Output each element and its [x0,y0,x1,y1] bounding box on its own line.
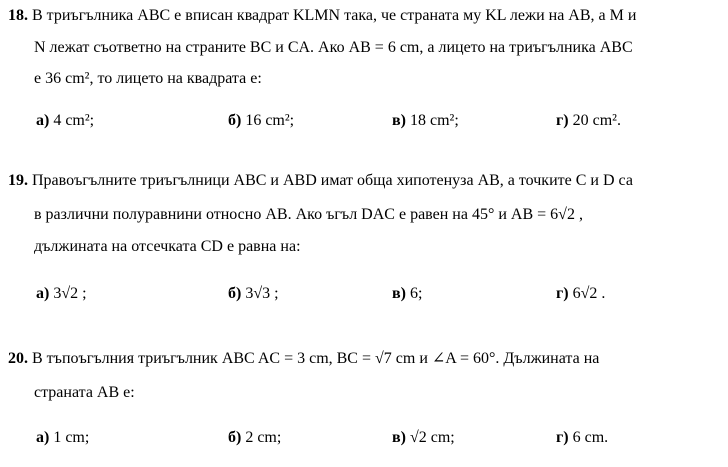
question-19-line-2: в различни полуравнини относно AB. Ако ъгъл DAC е равен на 45° и AB = 6√2 , [34,206,583,223]
option-text: 18 cm²; [409,112,459,129]
question-18-line-2: N лежат съответно на страните BC и CA. Ако AB = 6 cm, а лицето на триъгълника ABC [34,39,633,56]
option-text: 6; [409,285,423,302]
option-letter: б) [228,285,242,302]
option-letter: в) [392,285,406,302]
question-number: 19. [8,172,28,189]
answer-option [392,111,459,131]
question-text: В тъпоъгълния триъгълник ABC AC = 3 cm, BC = √7 cm и ∠A = 60°. Дължината на [32,350,600,367]
answer-option [556,284,605,304]
option-letter: б) [228,429,242,446]
option-letter: г) [556,112,569,129]
option-text: √2 cm; [409,429,455,446]
option-letter: г) [556,285,569,302]
option-text: 2 cm; [245,429,282,446]
answer-option [228,111,294,131]
question-20-line-1 [8,349,599,369]
question-number: 20. [8,350,28,367]
answer-option [392,284,422,304]
option-letter: г) [556,429,569,446]
answer-option [392,428,455,448]
option-letter: а) [36,112,50,129]
answer-option [36,428,89,448]
option-text: 4 cm²; [53,112,95,129]
option-text: 3√2 ; [53,285,87,302]
option-letter: в) [392,429,406,446]
option-letter: а) [36,429,50,446]
answer-option [228,284,279,304]
answer-option [36,111,94,131]
question-number: 18. [8,7,28,24]
question-18-line-3: е 36 cm², то лицето на квадрата е: [34,70,262,87]
option-letter: б) [228,112,242,129]
answer-option [36,284,87,304]
question-20-line-2: страната AB е: [34,384,135,401]
question-text: В триъгълника ABC е вписан квадрат KLMN така, че страната му KL лежи на AB, а M и [32,7,637,24]
question-19-line-1 [8,171,633,191]
question-text: Правоъгълните триъгълници ABC и ABD имат обща хипотенуза AB, а точките C и D са [32,172,633,189]
option-text: 20 cm². [572,112,621,129]
option-text: 1 cm; [53,429,90,446]
option-text: 16 cm²; [245,112,295,129]
question-19-line-3: дължината на отсечката CD е равна на: [34,238,301,255]
answer-option [556,428,608,448]
option-letter: в) [392,112,406,129]
option-text: 3√3 ; [245,285,279,302]
option-letter: а) [36,285,50,302]
option-text: 6√2 . [572,285,606,302]
answer-option [556,111,621,131]
answer-option [228,428,281,448]
option-text: 6 cm. [572,429,609,446]
question-18-line-1 [8,6,636,26]
